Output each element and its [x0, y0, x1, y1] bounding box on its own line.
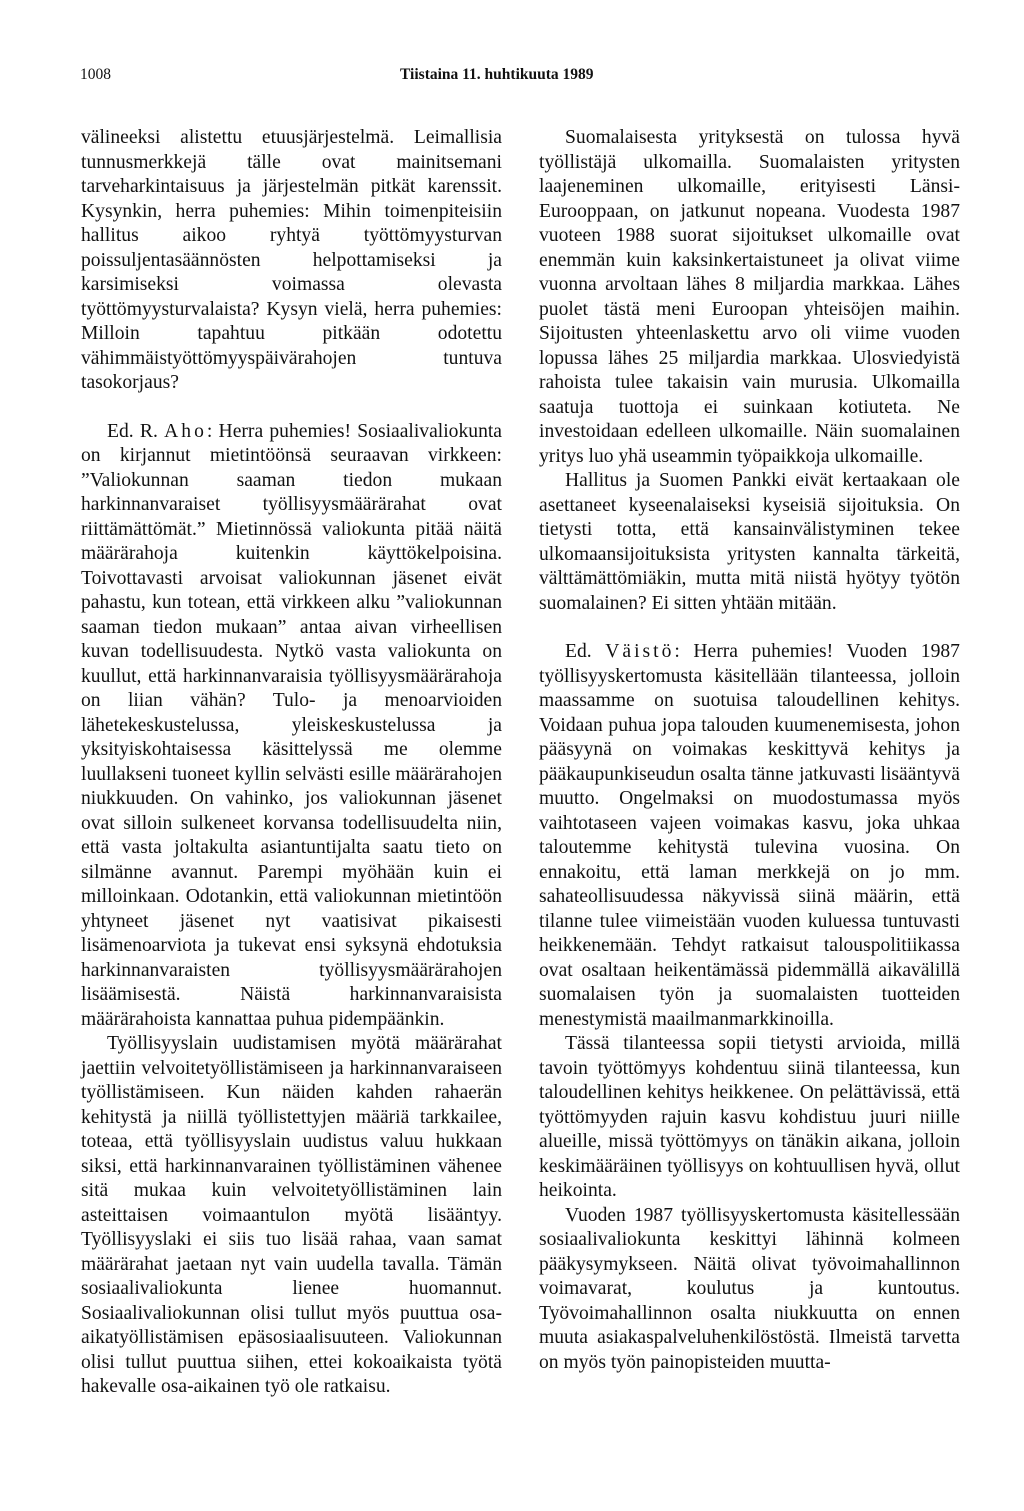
paragraph-right-1: Suomalaisesta yrityksestä on tulossa hyvä työllistäjä ulkomailla. Suomalaisten yritysten laajeneminen ulkomaille, erityisesti Länsi-Eurooppaan, on jatkunut nopeana. Vuodesta 1987 vuoteen 1988 suorat sijoitukset ulkomaille ovat enemmän kuin kaksinkertaistuneet ja olivat viime vuonna arvoltaan lähes 8 miljardia markkaa. Lähes puolet tästä meni Euroopan yhteisöjen maihin. Sijoitusten yhteenlaskettu arvo oli viime vuoden lopussa lähes 25 miljardia markkaa. Ulosviedyistä rahoista tulee takaisin vain murusia. Ulkomailla saatuja tuottoja ei suinkaan kotiuteta. Ne investoidaan edelleen ulkomaille. Näin suomalainen yritys luo yhä useammin työpaikkoja ulkomaille.	[539, 127, 960, 467]
paragraph-right-3	[539, 640, 960, 1032]
paragraph-right-2: Hallitus ja Suomen Pankki eivät kertaakaan ole asettaneet kyseenalaiseksi kyseisiä sijoituksia. On tietysti totta, että kansainvälistyminen tekee ulkomaansijoituksista yritysten kannalta tärkeitä, välttämättömiäkin, mutta mitä niistä hyötyy työtön suomalainen? Ei sitten yhtään mitään.	[539, 470, 960, 614]
paragraph-left-2	[81, 420, 502, 1033]
running-head: Tiistaina 11. huhtikuuta 1989	[400, 66, 594, 83]
paragraph-left-1: välineeksi alistettu etuusjärjestelmä. Leimallisia tunnusmerkkejä tälle ovat mainitsemani tarveharkintaisuus ja järjestelmän pitkät karenssit. Kysynkin, herra puhemies: Mihin toimenpiteisiin hallitus aikoo ryhtyä työttömyysturvan poissuljentasäännösten helpottamiseksi ja karsimiseksi voimassa olevasta työttömyysturvalaista? Kysyn vielä, herra puhemies: Milloin tapahtuu pitkään odotettu vähimmäistyöttömyyspäivärahojen tuntuva tasokorjaus?	[81, 127, 502, 393]
page-header	[80, 66, 960, 90]
paragraph-left-3: Työllisyyslain uudistamisen myötä määrärahat jaettiin velvoitetyöllistämiseen ja harkinnanvaraiseen työllistämiseen. Kun näiden kahden rahaerän kehitystä ja niillä työllistettyjen määriä tarkkailee, toteaa, että työllisyyslain uudistus valuu hukkaan siksi, että harkinnanvarainen työllistäminen vähenee sitä mukaa kuin velvoitetyöllistäminen lain asteittaisen voimaantulon myötä lisääntyy. Työllisyyslaki ei siis tuo lisää rahaa, vaan samat määrärahat jaetaan nyt vain uudella tavalla. Tämän sosiaalivaliokunta lienee huomannut. Sosiaalivaliokunnan olisi tullut myös puuttua osa-aikatyöllistämisen epäsosiaalisuuteen. Valiokunnan olisi tullut puuttua siihen, ettei kokoaikaista työtä hakevalle osa-aikainen työ ole ratkaisu.	[81, 1033, 502, 1397]
left-column	[81, 126, 502, 1400]
speaker-prefix: Ed.	[565, 641, 592, 662]
speech-text: : Herra puhemies! Vuoden 1987 työllisyyskertomusta käsitellään tilanteessa, jolloin maassamme on suotuisa taloudellinen kehitys. Voidaan puhua jopa talouden kuumenemisesta, johon pääsyynä on voimakas keskittyvä kehitys ja pääkaupunkiseudun osalta tänne jatkuvasti lisääntyvä muutto. Ongelmaksi on muodostumassa myös vaihtotaseen vajeen voimakas kasvu, joka uhkaa taloutemme kehitystä tulevina vuosina. On ennakoitu, että laman merkkejä on jo mm. sahateollisuudessa näkyvissä siinä määrin, että tilanne tulee viimeistään vuoden kuluessa tuntuvasti heikkenemään. Tehdyt ratkaisut talouspolitiikassa ovat osaltaan heikentämässä pidemmällä aikavälillä suomalaisen työn ja suomalaisten tuotteiden menestymistä maailmanmarkkinoilla.	[539, 641, 960, 1030]
paragraph-right-5: Vuoden 1987 työllisyyskertomusta käsitellessään sosiaalivaliokunta keskittyi lähinnä kolmeen pääkysymykseen. Näitä olivat työvoimahallinnon voimavarat, koulutus ja kuntoutus. Työvoimahallinnon osalta niukkuutta on ennen muuta asiakaspalveluhenkilöstöstä. Ilmeistä tarvetta on myös työn painopisteiden muutta-	[539, 1204, 960, 1373]
speech-text: : Herra puhemies! Sosiaalivaliokunta on kirjannut mietintöönsä seuraavan virkkeen: ”Valiokunnan saaman tiedon mukaan harkinnanvaraiset työllisyysmäärärahat ovat riittämättömät.” Mietinnössä valiokunta pitää näitä määrärahoja kuitenkin käyttökelpoisina. Toivottavasti arvoisat valiokunnan jäsenet eivät pahastu, kun totean, että virkkeen alku ”valiokunnan saaman tiedon mukaan” antaa aivan virheellisen kuvan todellisuudesta. Nytkö vasta valiokunta on kuullut, että harkinnanvaraisia työllisyysmäärärahoja on liian vähän? Tulo- ja menoarvioiden lähetekeskustelussa, yleiskeskustelussa ja yksityiskohtaisessa käsittelyssä me olemme luullakseni tuoneet kyllin selvästi esille määrärahojen niukkuuden. On vahinko, jos valiokunnan jäsenet ovat silloin sulkeneet korvansa todellisuudelta niin, että vasta joltakulta asiantuntijalta saatu tieto on silmänne avannut. Parempi myöhään kuin ei milloinkaan. Odotankin, että valiokunnan mietintöön yhtyneet jäsenet nyt vaatisivat pikaisesti lisämenoarviota ja tukevat ensi syksynä ehdotuksia harkinnanvaraisten työllisyysmäärärahojen lisäämisestä. Näistä harkinnanvaraisista määrärahoista kannattaa puhua pidempäänkin.	[81, 420, 502, 1030]
page-number: 1008	[80, 66, 111, 83]
speaker-prefix: Ed. R.	[107, 420, 158, 442]
speaker-name: Väistö	[605, 641, 675, 662]
right-column	[539, 126, 960, 1375]
paragraph-right-4: Tässä tilanteessa sopii tietysti arvioida, millä tavoin työttömyys kohdentuu siinä tilanteessa, kun taloudellinen kehitys heikkenee. On pelättävissä, että työttömyyden rajuin kasvu kohdistuu juuri niille alueille, missä työttömyys on tänäkin aikana, jolloin keskimääräinen työllisyys on kohtuullisen hyvä, ollut heikointa.	[539, 1033, 960, 1201]
speaker-name: Aho	[164, 420, 207, 442]
